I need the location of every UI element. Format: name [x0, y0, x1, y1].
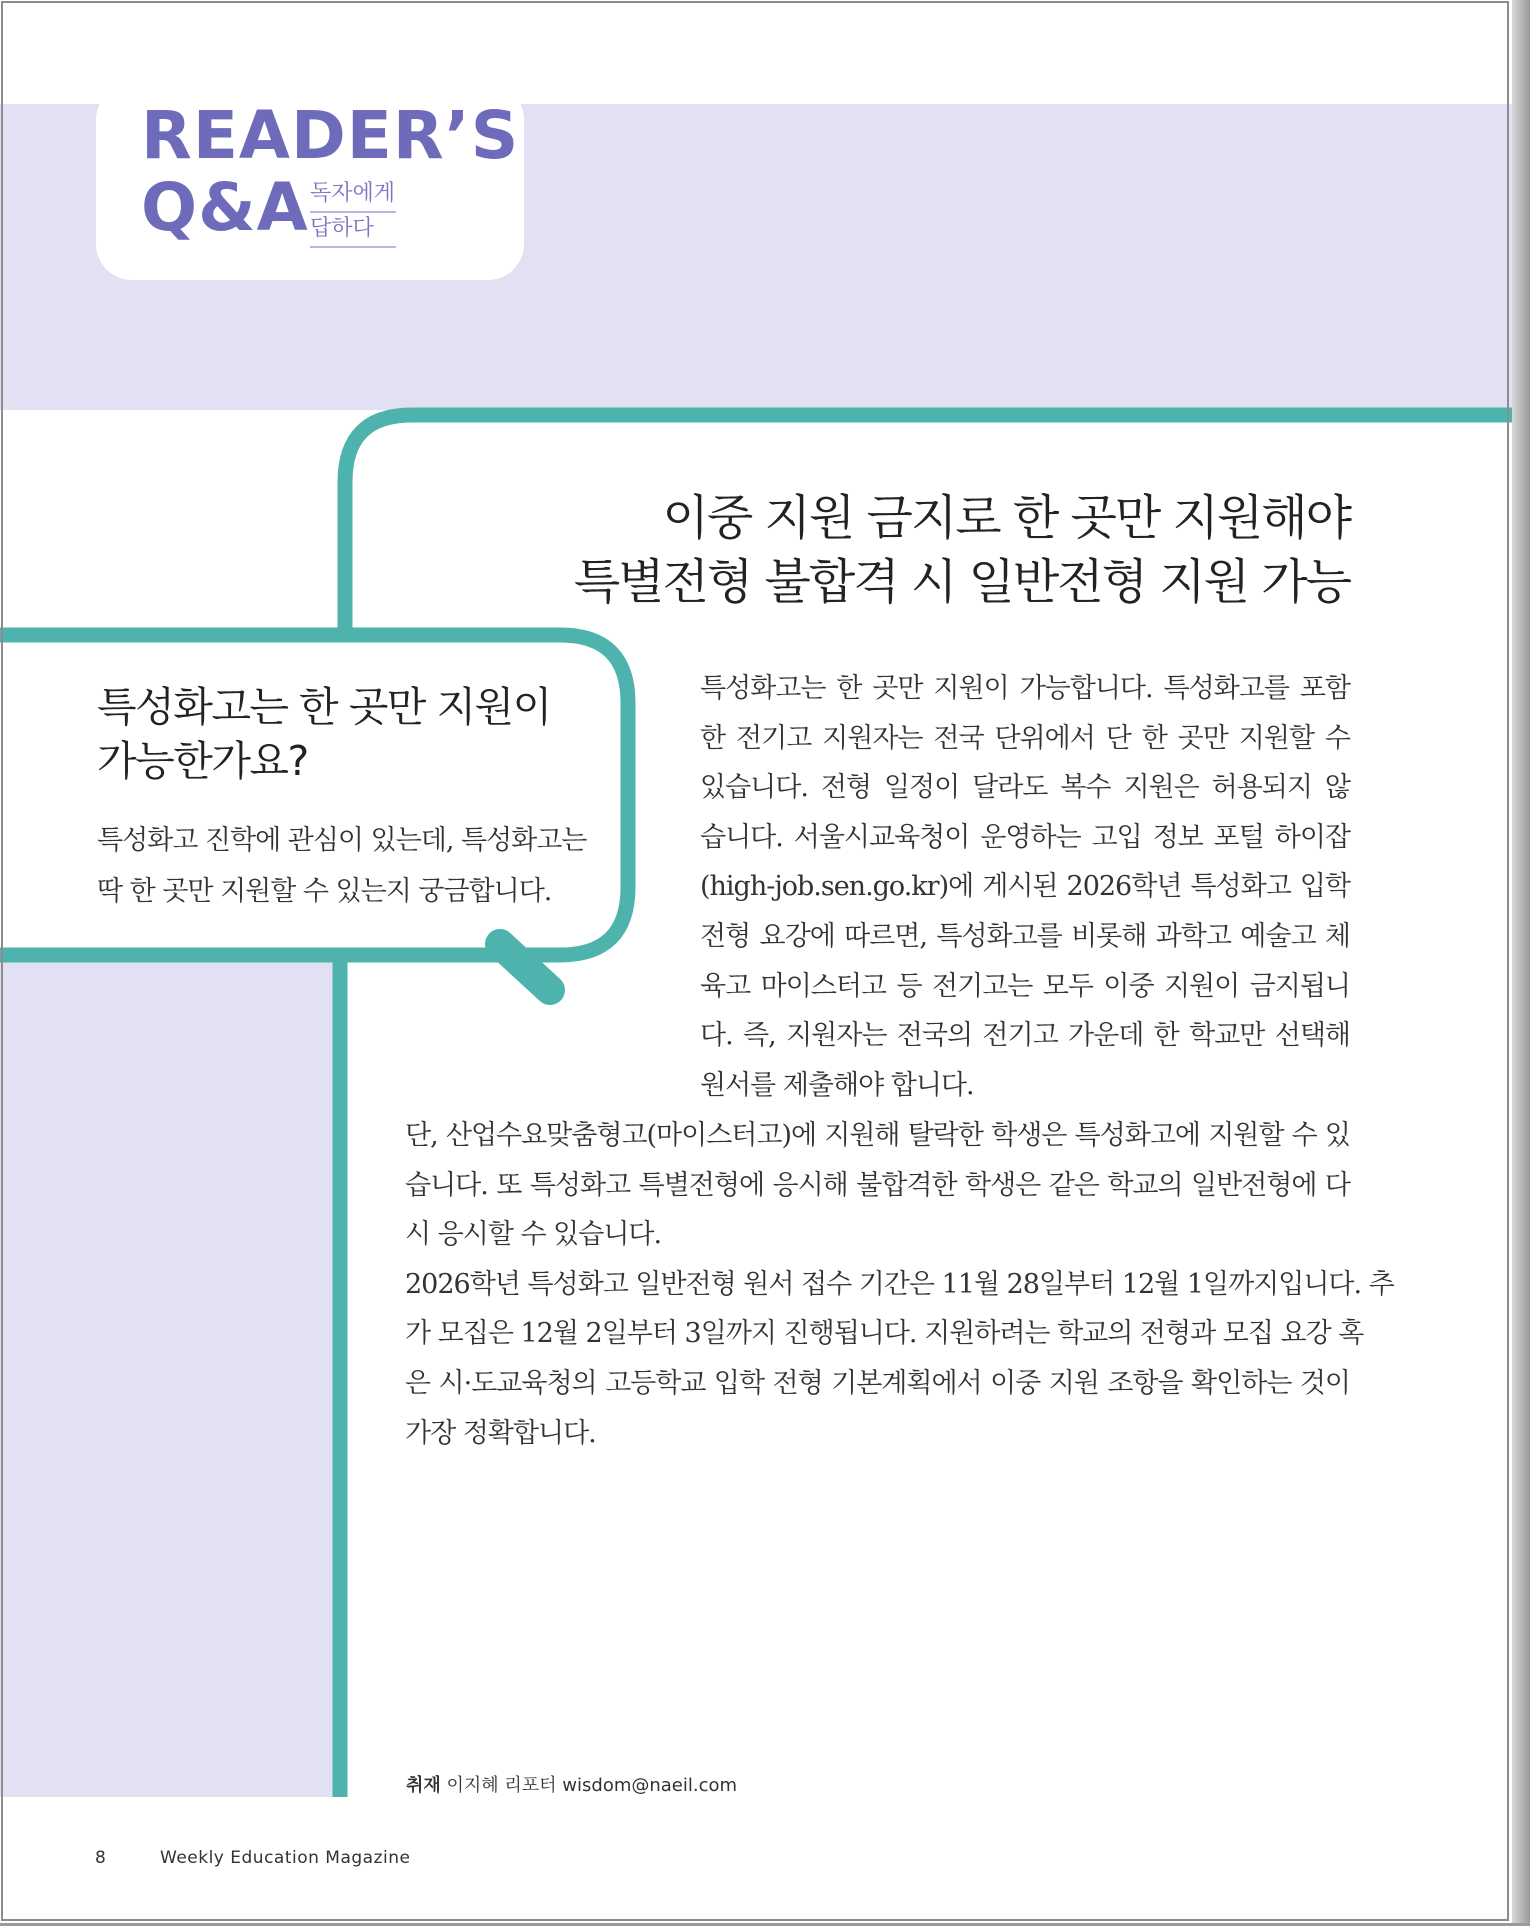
answer-line: 습니다. 서울시교육청이 운영하는 고입 정보 포털 하이잡 — [700, 821, 1350, 853]
answer-line: 특성화고는 한 곳만 지원이 가능합니다. 특성화고를 포함 — [700, 673, 1350, 704]
question-title-line1: 특성화고는 한 곳만 지원이 — [97, 683, 551, 731]
logo-readers: READER’S — [141, 97, 520, 174]
logo-qa: Q&A — [141, 169, 309, 246]
credit-label: 취재 — [406, 1775, 441, 1796]
headline-line2: 특별전형 불합격 시 일반전형 지원 가능 — [573, 554, 1350, 610]
page-border — [1, 1, 1509, 1921]
answer-line: 원서를 제출해야 합니다. — [700, 1069, 974, 1101]
answer-line: 가장 정확합니다. — [405, 1417, 596, 1449]
answer-line: 가 모집은 12월 2일부터 3일까지 진행됩니다. 지원하려는 학교의 전형과 모집 요강 혹 — [405, 1318, 1364, 1350]
answer-line: 단, 산업수요맞춤형고(마이스터고)에 지원해 탈락한 학생은 특성화고에 지원할 수 있 — [405, 1120, 1350, 1151]
answer-line: 은 시·도교육청의 고등학교 입학 전형 기본계획에서 이중 지원 조항을 확인하는 것이 — [405, 1367, 1350, 1399]
answer-line: 시 응시할 수 있습니다. — [405, 1219, 662, 1251]
answer-line: 다. 즉, 지원자는 전국의 전기고 가운데 한 학교만 선택해 — [700, 1020, 1350, 1052]
question-body-line1: 특성화고 진학에 관심이 있는데, 특성화고는 — [97, 825, 587, 856]
answer-line: 습니다. 또 특성화고 특별전형에 응시해 불합격한 학생은 같은 학교의 일반전형에 다 — [405, 1169, 1350, 1201]
credit-text: 이지혜 리포터 wisdom@naeil.com — [446, 1775, 738, 1796]
question-body-line2: 딱 한 곳만 지원할 수 있는지 궁금합니다. — [97, 876, 552, 907]
headline-line1: 이중 지원 금지로 한 곳만 지원해야 — [662, 490, 1350, 546]
answer-line: 2026학년 특성화고 일반전형 원서 접수 기간은 11월 28일부터 12월 1일까지입니다. 추 — [405, 1268, 1394, 1300]
answer-line: 전형 요강에 따르면, 특성화고를 비롯해 과학고 예술고 체 — [700, 920, 1350, 952]
magazine-title: Weekly Education Magazine — [160, 1848, 411, 1868]
answer-line: 육고 마이스터고 등 전기고는 모두 이중 지원이 금지됩니 — [700, 970, 1350, 1002]
logo-subtitle-line2: 답하다 — [310, 213, 396, 248]
answer-line: (high-job.sen.go.kr)에 게시된 2026학년 특성화고 입학 — [700, 871, 1350, 903]
page-edge-shadow — [1512, 0, 1530, 1926]
page-number: 8 — [95, 1848, 106, 1868]
logo-subtitle-line1: 독자에게 — [310, 178, 396, 213]
answer-line: 있습니다. 전형 일정이 달라도 복수 지원은 허용되지 않 — [700, 772, 1350, 804]
answer-line: 한 전기고 지원자는 전국 단위에서 단 한 곳만 지원할 수 — [700, 722, 1350, 754]
question-title-line2: 가능한가요? — [97, 737, 308, 785]
